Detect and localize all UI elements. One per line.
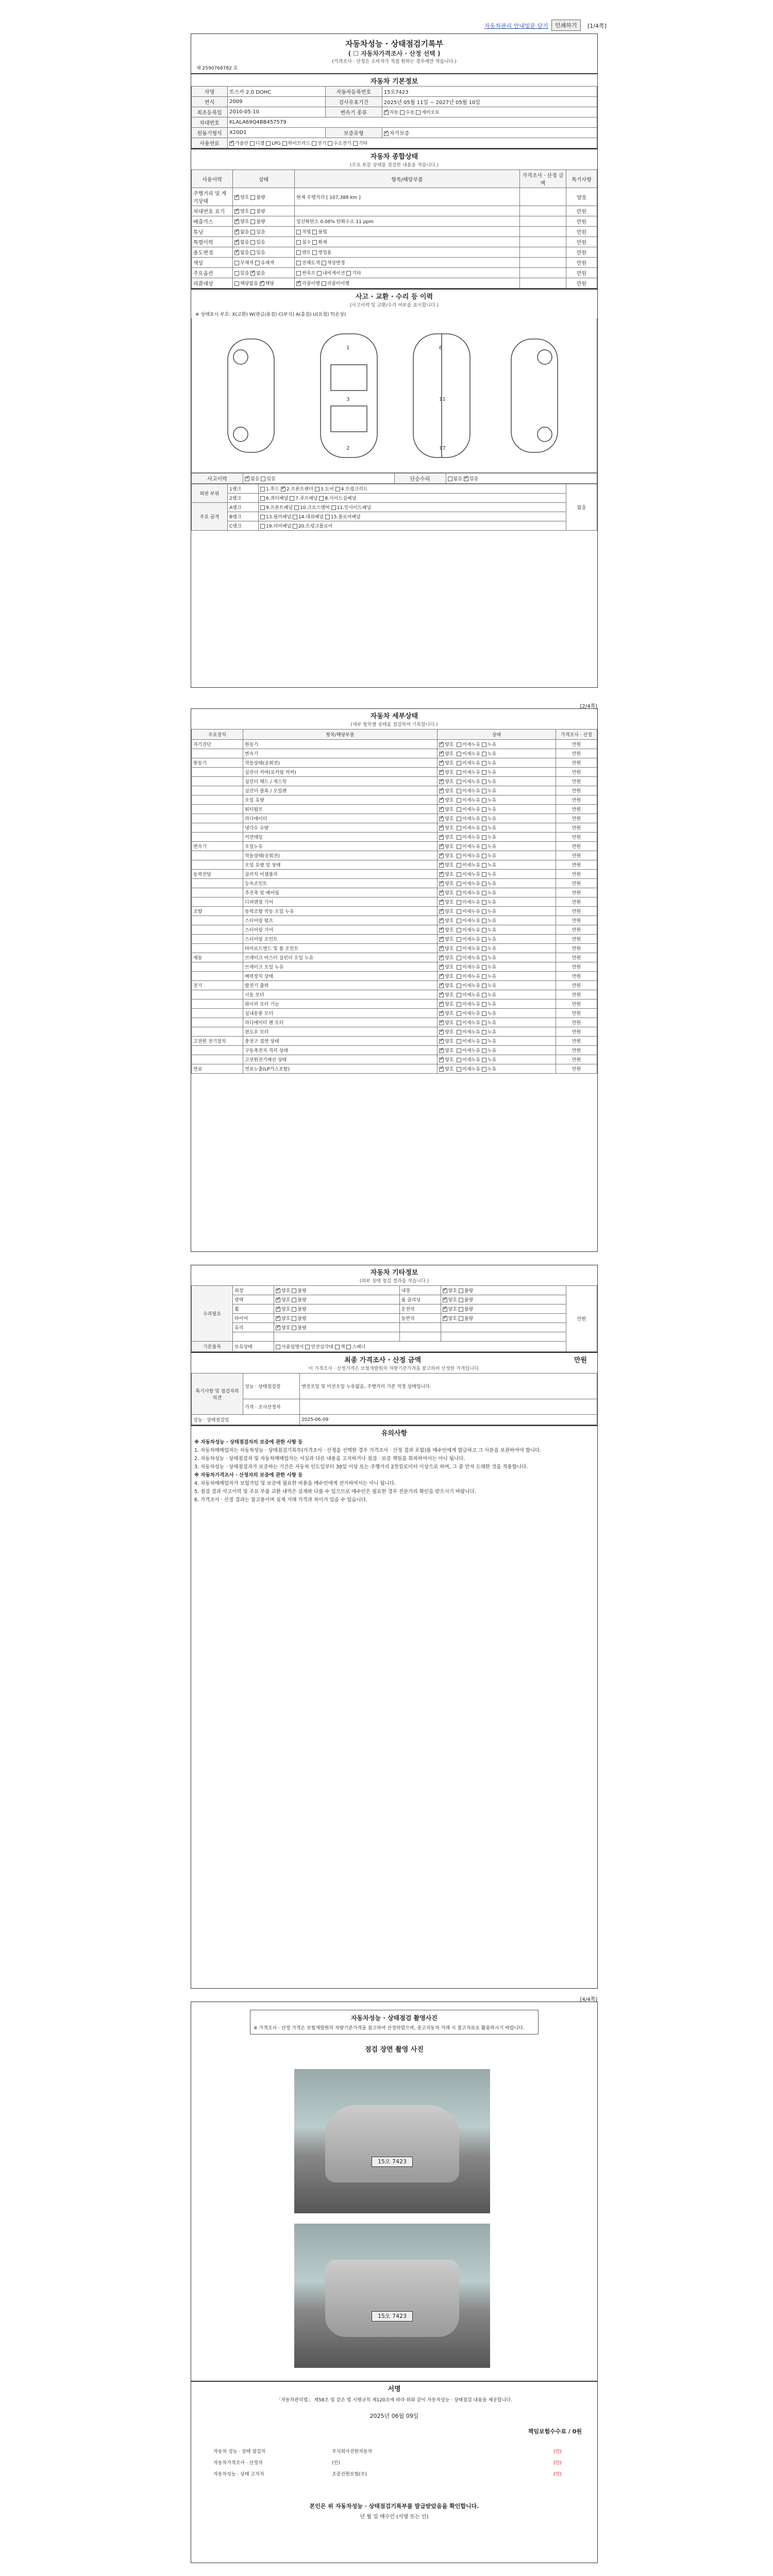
detail-group (192, 944, 243, 953)
detail-item: 변속기 (243, 749, 438, 758)
svg-text:11: 11 (439, 397, 446, 402)
fuel-item: 가솔린 (235, 141, 249, 146)
sign-law: 「자동차관리법」 제58조 및 같은 법 시행규칙 제120조에 따라 위와 같이 자동차성능 · 상태점검 내용을 제공합니다. (276, 2398, 512, 2403)
detail-state: ✓ 양호 미세누유 누유 (438, 814, 556, 823)
legend-item: X(교환) (232, 312, 248, 317)
detail-group (192, 833, 243, 842)
detail-item: 고전원전기배선 상태 (243, 1055, 438, 1064)
detail-group (192, 925, 243, 935)
detail-state: ✓ 양호 미세누유 누유 (438, 860, 556, 870)
detail-state: ✓ 양호 미세누유 누유 (438, 879, 556, 888)
detail-item: 브레이크 마스터 실린더 오일 누유 (243, 953, 438, 962)
photo-heading: 점검 장면 촬영 사진 (364, 2046, 424, 2054)
detail-group (192, 1027, 243, 1037)
label-warranty: 보증유형 (325, 128, 382, 138)
detail-state: ✓ 양호 미세누유 누유 (438, 990, 556, 999)
close-link[interactable]: 자동차관리 안내및문 닫기 (484, 23, 548, 29)
rank-label: B랭크 (228, 512, 259, 521)
detail-item: 시동 모터 (243, 990, 438, 999)
car-name: 토스카 2.0 DOHC (228, 87, 326, 97)
inner-item: 타이어 (233, 1314, 274, 1323)
sign-table: 자동차 성능 · 상태 점검자 주식회사진한자동차 (인) 자동차가격조사 · 산정자 (인) (인) 자동차성능 · 상태 고지자 조중진원보험(주) (인) (213, 2449, 562, 2477)
detail-group (192, 916, 243, 925)
detail-item: 실린더 커버(로커암 커버) (243, 768, 438, 777)
accident-heading: 사고 · 교환 · 수리 등 이력 (191, 289, 597, 301)
detail-state: ✓ 양호 미세누유 누유 (438, 758, 556, 768)
basic-info-table: 차명 토스카 2.0 DOHC 자동차등록번호 15오7423 연식 2009 검사유효기간 2025년 05월 11일 ~ 2027년 05월 10일 최초등록일 2010-05-10 변속기 종류 ✓ 자동 수동 세미오토 차대번호 KLALA69Q4BB457579 원동기형식 X20D1 보증유형 ✓ 자가보증 사용연료 ✓ 가솔린 디젤 LPG 하이브리드 전기 수소전기 기타 (191, 86, 597, 148)
detail-item: 구동축전지 격리 상태 (243, 1046, 438, 1055)
car-diagram (191, 318, 597, 473)
detail-state: ✓ 양호 미세누유 누유 (438, 749, 556, 758)
legend-item: U(요철) (313, 312, 329, 317)
detail-group (192, 962, 243, 972)
wheel-icon (537, 427, 552, 442)
detail-group (192, 879, 243, 888)
page-2 (191, 704, 598, 1252)
detail-group (192, 990, 243, 999)
rank-label: 1랭크 (228, 484, 259, 494)
detail-group (192, 777, 243, 786)
first-reg: 2010-05-10 (228, 107, 326, 117)
rank-label: 2랭크 (228, 494, 259, 503)
price-table: 특기사항 및 점검자의 의견 성능 · 상태점검장 엔진오일 및 미션오일 누유없음, 주행거리 기준 적정 상태입니다. 가격 · 조사산정자 성능 · 상태점검일 2025-06-09 (191, 1373, 597, 1425)
detail-state: ✓ 양호 미세누유 누유 (438, 1046, 556, 1055)
detail-state: ✓ 양호 미세누유 누유 (438, 1009, 556, 1018)
detail-item: 오일누유 (243, 842, 438, 851)
rank-table: 외판 부위 1랭크 1.후드 ✓2.프론트펜더 3.도어 4.트렁크리드 없음 2랭크 6.쿼터패널 7.루프패널 8.사이드실패널 주요 골격 A랭크 9.프론트패널 10.크로스멤버 11.인사이드패널 B랭크 13.필러패널 14.대쉬패널 15.플로어패널 C랭크 19.리어패널 20.트렁크플로어 (191, 484, 597, 531)
state-table: 사용이력 상태 항목/해당부품 가격조사 · 산정 금액 특기사항 주행거리 및 계기상태 ✓양호 불량 현재 주행거리 [ 107,388 km ] 양호 차대번호 표기 ✓ 양호 불량 만원 배출가스 ✓ 양호 불량 일산화탄소 0.08% 탄화수소 11 ppm 만원 튜닝 ✓ 없음 있음 적법 불법 만원 특별이력 ✓ 없음 있음 침수 화재 만원 용도변경 ✓ 없음 있음 렌트 영업용 만원 색상 무채색 유채색 전체도색 색상변경 만원 주요옵션 있음 ✓없음 썬루프 내비게이션 기타 만원 리콜대상 해당없음 ✓해당 ✓ 리콜이행 리콜미이행 만원 (191, 170, 597, 289)
vin: KLALA69Q4BB457579 (228, 117, 597, 128)
detail-item: 워터펌프 (243, 805, 438, 814)
detail-group (192, 749, 243, 758)
detail-group (192, 823, 243, 833)
rank-result: 없음 (566, 484, 597, 531)
check-icon (384, 110, 389, 115)
col: 항목/해당부품 (243, 730, 438, 740)
detail-state: ✓ 양호 미세누유 누유 (438, 1055, 556, 1064)
print-button[interactable]: 인쇄하기 (551, 20, 581, 31)
windshield (331, 365, 367, 391)
detail-group (192, 999, 243, 1009)
detail-heading: 자동차 세부상태 (370, 713, 418, 720)
detail-item: 작동상태(공회전) (243, 851, 438, 860)
detail-item: 스티어링 펌프 (243, 916, 438, 925)
detail-item: 등속조인트 (243, 879, 438, 888)
detail-item: 실린더 블록 / 오일팬 (243, 786, 438, 795)
detail-item: 라디에이터 팬 모터 (243, 1018, 438, 1027)
detail-state: ✓ 양호 미세누유 누유 (438, 851, 556, 860)
detail-state: ✓ 양호 미세누유 누유 (438, 795, 556, 805)
page-indicator: [1/4쪽] (587, 23, 607, 29)
document-title: 자동차성능 · 상태점검기록부 (345, 39, 444, 48)
col: 항목/해당부품 (295, 170, 520, 188)
detail-group: 조향 (192, 907, 243, 916)
opinion: 엔진오일 및 미션오일 누유없음, 주행거리 기준 적정 상태입니다. (300, 1374, 597, 1399)
detail-item: 동력조향 작동 오일 누유 (243, 907, 438, 916)
confirm-sign: 년 월 일 매수인 (서명 또는 인) (360, 2514, 429, 2520)
state-item: 차대번호 표기 (192, 206, 233, 216)
detail-item: 발전기 출력 (243, 981, 438, 990)
detail-group (192, 1009, 243, 1018)
sign-heading: 서명 (191, 2381, 597, 2394)
detail-group (192, 814, 243, 823)
svg-text:17: 17 (439, 446, 446, 451)
page-number: [4/4쪽] (580, 1997, 597, 2003)
detail-item: 윈도우 모터 (243, 1027, 438, 1037)
label-fuel: 사용연료 (192, 138, 228, 148)
fuel-item: 전기 (317, 141, 327, 146)
legend-item: T(손상) (330, 312, 346, 317)
col: 가격조사 · 산정 (556, 730, 597, 740)
detail-item: 실린더 헤드 / 개스킷 (243, 777, 438, 786)
year: 2009 (228, 97, 326, 107)
detail-item: 오일 유량 (243, 795, 438, 805)
detail-item: 충전구 절연 상태 (243, 1037, 438, 1046)
detail-state: ✓ 양호 미세누유 누유 (438, 981, 556, 990)
label-transmission: 변속기 종류 (325, 107, 382, 117)
detail-item: 오일 유량 및 상태 (243, 860, 438, 870)
detail-state: ✓ 양호 미세누유 누유 (438, 916, 556, 925)
detail-item: 연료누출(LP가스포함) (243, 1064, 438, 1074)
inner-table: 수리필요 외장 ✓ 양호 불량 내장 ✓ 양호 불량 만원 광택 ✓ 양호 불량 룸 클리닝 ✓ 양호 불량 휠 ✓ 양호 불량 운전석 ✓ 양호 불량 타이어 ✓ 양호 불량 동반석 ✓ 양호 불량 유리 ✓ 양호 불량 기본품목 보유상태 사용설명서 안전삼각대 잭 스패너 (191, 1285, 597, 1352)
detail-state: ✓ 양호 미세누유 누유 (438, 999, 556, 1009)
car-side-left (228, 339, 274, 452)
document-subtitle: ( ☐ 자동차가격조사 · 산정 선택 ) (348, 50, 441, 57)
accident-row-label: 사고이력 (192, 473, 243, 484)
detail-state: ✓ 양호 미세누유 누유 (438, 786, 556, 795)
detail-note: (세부 항목별 상태를 점검하여 기록합니다.) (350, 722, 438, 727)
detail-state: ✓ 양호 미세누유 누유 (438, 805, 556, 814)
detail-item: 배력장치 상태 (243, 972, 438, 981)
car-diagram-svg (192, 318, 598, 472)
detail-state: ✓ 양호 미세누유 누유 (438, 935, 556, 944)
col: 상태 (438, 730, 556, 740)
detail-group (192, 768, 243, 777)
caution-heading: 유의사항 (191, 1425, 597, 1438)
inner-item: 유리 (233, 1323, 274, 1332)
detail-group (192, 972, 243, 981)
rank-label: A랭크 (228, 503, 259, 512)
engine-type: X20D1 (228, 128, 326, 138)
state-heading: 자동차 종합상태 (191, 148, 597, 161)
inner-item: 광택 (233, 1295, 274, 1304)
accident-row-label: 단순수리 (394, 473, 446, 484)
state-item: 용도변경 (192, 247, 233, 258)
detail-state: ✓ 양호 미세누유 누유 (438, 740, 556, 749)
detail-item: 추진축 및 베어링 (243, 888, 438, 897)
reg-no: 15오7423 (382, 87, 597, 97)
legend-item: C(부식) (278, 312, 295, 317)
detail-item: 스티어링 조인트 (243, 935, 438, 944)
wheel-icon (537, 350, 552, 364)
svg-text:3: 3 (346, 397, 350, 402)
legend-item: A(흠집) (295, 312, 312, 317)
col: 상태 (233, 170, 295, 188)
state-item: 리콜대상 (192, 278, 233, 289)
svg-text:1: 1 (346, 345, 350, 351)
detail-item: 실내송풍 모터 (243, 1009, 438, 1018)
detail-item: 스티어링 기어 (243, 925, 438, 935)
wheel-icon (233, 427, 248, 442)
detail-item: 커먼레일 (243, 833, 438, 842)
detail-group (192, 935, 243, 944)
label-vin: 차대번호 (192, 117, 228, 128)
state-note: (주요 부분 상태를 점검한 내용을 적습니다.) (350, 163, 439, 168)
fuel-item: 수소전기 (333, 141, 351, 146)
caution-text: ※ 자동차성능 · 상태점검자의 보증에 관한 사항 등 1. 자동차매매업자는 자동차성능 · 상태점검기록부(가격조사 · 산정을 선택한 경우 가격조사 · 산정 결과 포함)를 매수인에게 발급하고 그 사본을 보관하여야 합니다. 2. 자동차성능 · 상태점검자 및 자동차매매업자는 사실과 다른 내용을 고지하거나 점검 · 보증 책임을 회피하여서는 아니 됩니다. 3. 자동차성능 · 상태점검자가 보증하는 기간은 자동차 인도일부터 30일 이상 또는 주행거리 2천킬로미터 이상으로 하며, 그 중 먼저 도래한 것을 적용합니다. ※ 자동차가격조사 · 산정자의 보증에 관한 사항 등 4. 자동차매매업자가 보험가입 및 보증에 필요한 비용을 매수인에게 전가하여서는 아니 됩니다. 5. 점검 결과 사고이력 및 주요 부품 교환 내역은 실제와 다를 수 있으므로 매수인은 필요한 경우 전문가의 확인을 받으시기 바랍니다. 6. 가격조사 · 산정 결과는 참고용이며 실제 거래 가격과 차이가 있을 수 있습니다. (194, 1439, 542, 1503)
valid-period: 2025년 05월 11일 ~ 2027년 05월 10일 (382, 97, 597, 107)
inner-item: 휠 (233, 1304, 274, 1314)
confirm-text: 본인은 위 자동차성능 · 상태점검기록부를 발급받았음을 확인합니다. (309, 2503, 479, 2510)
detail-item: 디퍼렌셜 기어 (243, 897, 438, 907)
detail-state: ✓ 양호 미세누유 누유 (438, 972, 556, 981)
page-number: [2/4쪽] (580, 704, 597, 709)
top-links (484, 20, 608, 31)
mileage: 107,388 km (329, 195, 358, 200)
detail-state: ✓ 양호 미세누유 누유 (438, 944, 556, 953)
detail-group (192, 805, 243, 814)
fee: 책임보험수수료 / 0원 (528, 2428, 582, 2435)
plate-number: 15오 7423 (372, 2311, 413, 2321)
svg-text:6: 6 (439, 345, 443, 351)
check-date: 2025-06-09 (300, 1415, 597, 1425)
detail-group: 원동기 (192, 758, 243, 768)
detail-item: 브레이크 오일 누유 (243, 962, 438, 972)
page-3 (191, 1265, 598, 1989)
detail-group (192, 786, 243, 795)
page-1: 자동차성능 · 상태점검기록부 ( ☐ 자동차가격조사 · 산정 선택 ) (가격조사 · 산정은 소비자가 직접 원하는 경우에만 적습니다.) 제 2590768782 호 자동차 기본정보 차명 토스카 2.0 DOHC 자동차등록번호 15오7423 연식 2009 검사유효기간 2025년 05월 11일 ~ 2027년 05월 10일 최초등록일 2010-05-10 변속기 종류 ✓ 자동 수동 세미오토 차대번호 KLALA69Q4BB457579 원동기형식 X20D1 보증유형 ✓ 자가보증 사용연료 ✓ 가솔린 디젤 LPG 하이브리드 전기 수소전기 기타 자동차 종합상태 (주요 부분 상태를 점검한 내용을 적습니다.) 사용이력 상태 항목/해당부품 가격조사 · 산정 금액 특기사항 주행거리 및 계기상태 ✓양호 불량 현재 주행거리 [ 107,388 km ] 양호 차대번호 표기 ✓ 양호 불량 만원 배출가스 ✓ 양호 불량 일산화탄소 0.08% 탄화수소 11 ppm 만원 튜닝 ✓ 없음 있음 적법 불법 만원 특별이력 ✓ 없음 있음 침수 화재 만원 용도변경 ✓ 없음 있음 렌트 영업용 만원 색상 무채색 유채색 전체도색 색상변경 만원 주요옵션 있음 ✓없음 썬루프 내비게이션 기타 만원 리콜대상 해당없음 ✓해당 ✓ 리콜이행 리콜미이행 만원 사고 · 교환 · 수리 등 이력 (사고이력 및 교환/수리 여부를 표시합니다.) ※ 상태표시 부호: X(교환) W(판금/용접) C(부식) A(흠집) U(요철) T(손상) 1 3 2 6 11 17 사고이력 ✓ 없음 있음 단순수리 없음 ✓있음 외판 부위 1랭크 1.후드 ✓2.프론트펜더 3.도어 4.트렁크리드 없음 2랭크 6.쿼터패널 7.루프패널 8.사이드실패널 주요 골격 A랭크 9.프론트패널 10.크로스멤버 11.인사이드패널 B랭크 13.필러패널 14.대쉬패널 15.플로어패널 C랭크 19.리어패널 20.트렁크플로어 (191, 33, 598, 688)
detail-group: 자기진단 (192, 740, 243, 749)
detail-group (192, 1046, 243, 1055)
col: 특기사항 (566, 170, 597, 188)
price-note: 이 가격조사 · 산정가격은 보험개발원의 차량기준가격을 참고하여 산정한 가격입니다. (308, 1366, 480, 1371)
detail-item: 원동기 (243, 740, 438, 749)
plate-number: 15오 7423 (372, 2157, 413, 2167)
detail-group: 고전원 전기장치 (192, 1037, 243, 1046)
label-reg-no: 자동차등록번호 (325, 87, 382, 97)
state-item: 특별이력 (192, 237, 233, 247)
col: 가격조사 · 산정 금액 (520, 170, 566, 188)
detail-group (192, 1018, 243, 1027)
detail-item: 냉각수 수량 (243, 823, 438, 833)
wheel-icon (233, 350, 248, 364)
detail-group (192, 1055, 243, 1064)
detail-group (192, 851, 243, 860)
detail-item: 작동상태(공회전) (243, 758, 438, 768)
state-item: 주행거리 및 계기상태 (192, 188, 233, 206)
detail-state: ✓ 양호 미세누유 누유 (438, 870, 556, 879)
detail-state: ✓ 양호 미세누유 누유 (438, 888, 556, 897)
detail-group: 변속기 (192, 842, 243, 851)
sign-date: 2025년 06월 09일 (369, 2413, 419, 2419)
inner-item: 내장 (399, 1286, 441, 1295)
detail-state: ✓ 양호 미세누유 누유 (438, 962, 556, 972)
car-top-view (321, 334, 377, 457)
detail-state: ✓ 양호 미세누유 누유 (438, 897, 556, 907)
detail-table: 주요장치 항목/해당부품 상태 가격조사 · 산정 자기진단 원동기 ✓ 양호 미세누유 누유 만원 변속기 ✓ 양호 미세누유 누유 만원 원동기 작동상태(공회전) ✓ 양호 미세누유 누유 만원 실린더 커버(로커암 커버) ✓ 양호 미세누유 누유 만원 실린더 헤드 / 개스킷 ✓ 양호 미세누유 누유 만원 실린더 블록 / 오일팬 ✓ 양호 미세누유 누유 만원 오일 유량 ✓ 양호 미세누유 누유 만원 워터펌프 ✓ 양호 미세누유 누유 만원 라디에이터 ✓ 양호 미세누유 누유 만원 냉각수 수량 ✓ 양호 미세누유 누유 만원 커먼레일 ✓ 양호 미세누유 누유 만원 변속기 오일누유 ✓ 양호 미세누유 누유 만원 작동상태(공회전) ✓ 양호 미세누유 누유 만원 오일 유량 및 상태 ✓ 양호 미세누유 누유 만원 동력전달 클러치 어셈블리 ✓ 양호 미세누유 누유 만원 등속조인트 ✓ 양호 미세누유 누유 만원 추진축 및 베어링 ✓ 양호 미세누유 누유 만원 디퍼렌셜 기어 ✓ 양호 미세누유 누유 만원 조향 동력조향 작동 오일 누유 ✓ 양호 미세누유 누유 만원 스티어링 펌프 ✓ 양호 미세누유 누유 만원 스티어링 기어 ✓ 양호 미세누유 누유 만원 스티어링 조인트 ✓ 양호 미세누유 누유 만원 타이로드엔드 및 볼 조인트 ✓ 양호 미세누유 누유 만원 제동 브레이크 마스터 실린더 오일 누유 ✓ 양호 미세누유 누유 만원 브레이크 오일 누유 ✓ 양호 미세누유 누유 만원 배력장치 상태 ✓ 양호 미세누유 누유 만원 전기 발전기 출력 ✓ 양호 미세누유 누유 만원 시동 모터 ✓ 양호 미세누유 누유 만원 와이퍼 모터 기능 ✓ 양호 미세누유 누유 만원 실내송풍 모터 ✓ 양호 미세누유 누유 만원 라디에이터 팬 모터 ✓ 양호 미세누유 누유 만원 윈도우 모터 ✓ 양호 미세누유 누유 만원 고전원 전기장치 충전구 절연 상태 ✓ 양호 미세누유 누유 만원 구동축전지 격리 상태 ✓ 양호 미세누유 누유 만원 고전원전기배선 상태 ✓ 양호 미세누유 누유 만원 연료 연료누출(LP가스포함) ✓ 양호 미세누유 누유 만원 (191, 729, 597, 1074)
detail-state: ✓ 양호 미세누유 누유 (438, 768, 556, 777)
detail-item: 와이퍼 모터 기능 (243, 999, 438, 1009)
warranty: 자가보증 (389, 131, 410, 137)
inner-item: 룸 클리닝 (399, 1295, 441, 1304)
inner-heading: 자동차 기타정보 (370, 1269, 418, 1277)
detail-state: ✓ 양호 미세누유 누유 (438, 1037, 556, 1046)
detail-state: ✓ 양호 미세누유 누유 (438, 777, 556, 786)
notice-box: 자동차성능 · 상태점검 촬영사진 ※ 가격조사 · 산정 가격은 보험개발원의 차량기준가격을 참고하여 산정하였으며, 중고자동차 거래 시 참고자료로 활용하시기 바랍니다. (250, 2010, 539, 2035)
page-4 (191, 1997, 598, 2563)
detail-item: 클러치 어셈블리 (243, 870, 438, 879)
detail-group: 동력전달 (192, 870, 243, 879)
accident-table: 사고이력 ✓ 없음 있음 단순수리 없음 ✓있음 (191, 473, 597, 484)
inner-note: (외부 상태 점검 결과를 적습니다.) (359, 1279, 429, 1284)
fuel-item: 기타 (358, 141, 368, 146)
label-engine: 원동기형식 (192, 128, 228, 138)
detail-state: ✓ 양호 미세누유 누유 (438, 1027, 556, 1037)
rear-glass (331, 406, 367, 432)
price-heading: 최종 가격조사 · 산정 금액 만원 (191, 1352, 597, 1365)
detail-group (192, 888, 243, 897)
rank-label: C랭크 (228, 521, 259, 531)
detail-state: ✓ 양호 미세누유 누유 (438, 833, 556, 842)
inspection-photo-front (294, 2069, 490, 2213)
detail-state: ✓ 양호 미세누유 누유 (438, 953, 556, 962)
detail-state: ✓ 양호 미세누유 누유 (438, 1064, 556, 1074)
col: 주요장치 (192, 730, 243, 740)
state-summary: 양호 (566, 188, 597, 206)
col: 사용이력 (192, 170, 233, 188)
detail-state: ✓ 양호 미세누유 누유 (438, 1018, 556, 1027)
state-item: 색상 (192, 258, 233, 268)
fuel-item: LPG (272, 141, 281, 146)
detail-group: 연료 (192, 1064, 243, 1074)
document-number: 제 2590768782 호 (196, 66, 238, 71)
fuel-item: 하이브리드 (288, 141, 311, 146)
legend-item: W(판금/용접) (249, 312, 277, 317)
inner-item: 기본품목 (192, 1342, 233, 1352)
label-year: 연식 (192, 97, 228, 107)
car-side-right (511, 339, 558, 452)
detail-state: ✓ 양호 미세누유 누유 (438, 925, 556, 935)
detail-group: 제동 (192, 953, 243, 962)
basic-info-heading: 자동차 기본정보 (191, 73, 597, 86)
inspection-photo-rear (294, 2224, 490, 2368)
detail-item: 라디에이터 (243, 814, 438, 823)
document-rule: (가격조사 · 산정은 소비자가 직접 원하는 경우에만 적습니다.) (332, 59, 457, 64)
state-item: 주요옵션 (192, 268, 233, 278)
detail-group (192, 860, 243, 870)
detail-group: 전기 (192, 981, 243, 990)
detail-state: ✓ 양호 미세누유 누유 (438, 823, 556, 833)
detail-item: 타이로드엔드 및 볼 조인트 (243, 944, 438, 953)
detail-group (192, 897, 243, 907)
label-car-name: 차명 (192, 87, 228, 97)
accident-note: (사고이력 및 교환/수리 여부를 표시합니다.) (349, 303, 439, 308)
inner-item: 외장 (233, 1286, 274, 1295)
label-first-reg: 최초등록일 (192, 107, 228, 117)
svg-text:2: 2 (346, 446, 350, 451)
fuel-item: 디젤 (255, 141, 265, 146)
detail-state: ✓ 양호 미세누유 누유 (438, 907, 556, 916)
detail-state: ✓ 양호 미세누유 누유 (438, 842, 556, 851)
state-item: 튜닝 (192, 227, 233, 237)
state-item: 배출가스 (192, 216, 233, 227)
label-valid: 검사유효기간 (325, 97, 382, 107)
detail-group (192, 795, 243, 805)
